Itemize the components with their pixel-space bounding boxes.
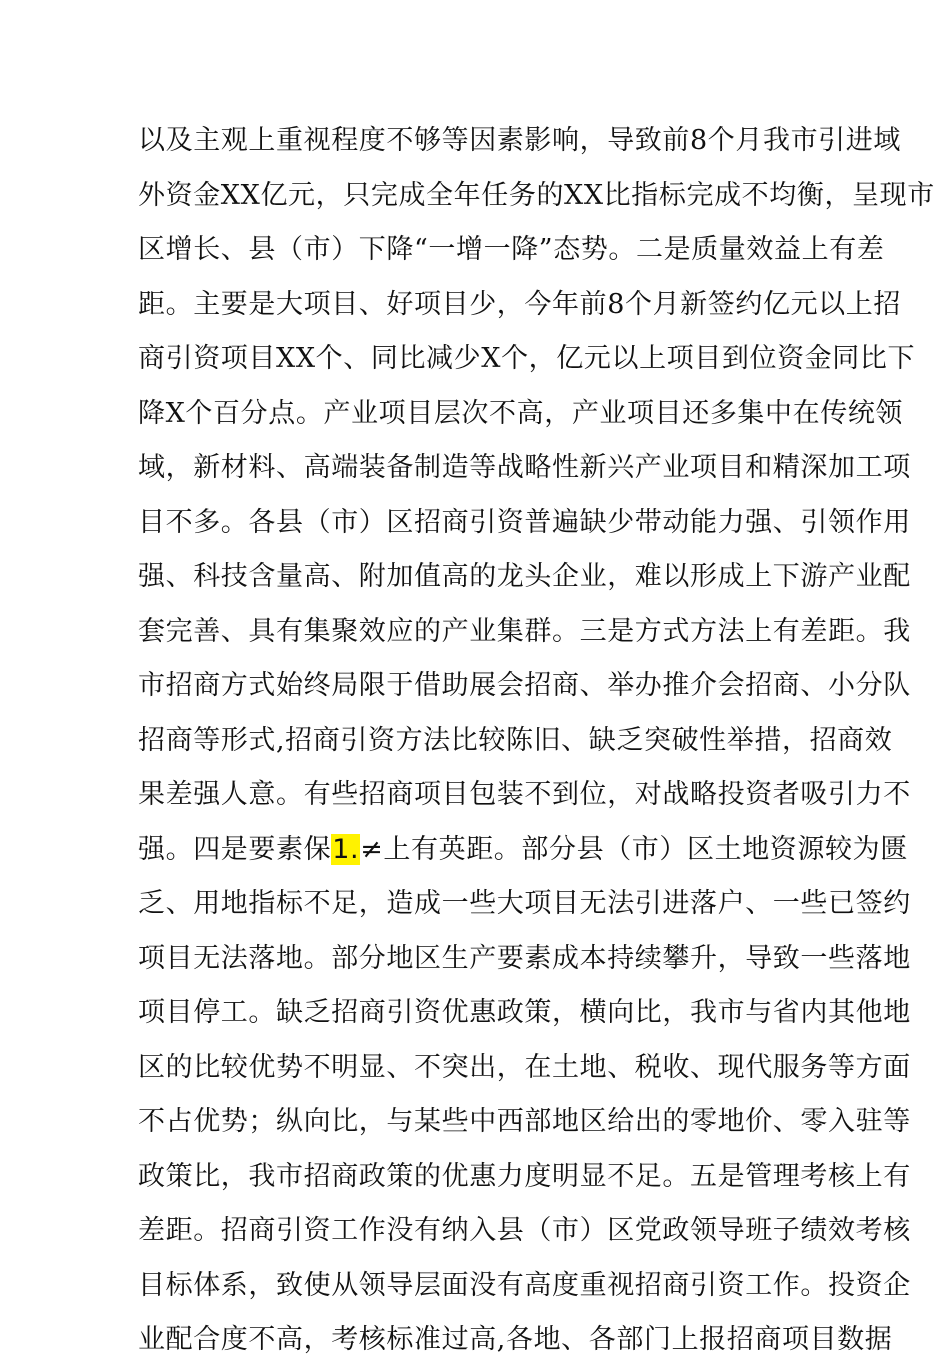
text-line-1: 以及主观上重视程度不够等因素影响，导致前8个月我市引进域 [138,125,901,156]
text-line-21: 差距。招商引资工作没有纳入县（市）区党政领导班子绩效考核 [138,1215,911,1246]
text-line-2: 外资金XX亿元，只完成全年任务的XX比指标完成不均衡，呈现市 [138,179,935,211]
text-line-19: 不占优势；纵向比，与某些中西部地区给出的零地价、零入驻等 [138,1106,911,1137]
text-line-23: 业配合度不高，考核标准过高,各地、各部门上报招商项目数据 [138,1324,893,1355]
text-line-11: 市招商方式始终局限于借助展会招商、举办推介会招商、小分队 [138,670,911,701]
line14-before-text: 强。四是要素保 [138,833,332,865]
body-text [138,114,935,1368]
text-line-5: 商引资项目XX个、同比减少X个，亿元以上项目到位资金同比下 [138,343,916,374]
text-line-10: 套完善、具有集聚效应的产业集群。三是方式方法上有差距。我 [138,615,911,647]
text-line-12: 招商等形式,招商引资方法比较陈旧、缺乏突破性举措，招商效 [138,724,893,756]
text-line-4: 距。主要是大项目、好项目少，今年前8个月新签约亿元以上招 [138,288,901,320]
highlighted-marker: 1. [332,833,360,865]
text-line-9: 强、科技含量高、附加值高的龙头企业，难以形成上下游产业配 [138,561,911,592]
text-line-16: 项目无法落地。部分地区生产要素成本持续攀升，导致一些落地 [138,942,911,974]
text-line-14 [138,823,908,878]
line14-after-text: ≠上有英距。部分县（市）区土地资源较为匮 [360,833,908,865]
text-line-7: 域，新材料、高端装备制造等战略性新兴产业项目和精深加工项 [138,452,911,483]
text-line-20: 政策比，我市招商政策的优惠力度明显不足。五是管理考核上有 [138,1160,911,1192]
text-line-22: 目标体系，致使从领导层面没有高度重视招商引资工作。投资企 [138,1269,911,1301]
text-line-13: 果差强人意。有些招商项目包装不到位，对战略投资者吸引力不 [138,779,911,810]
text-line-18: 区的比较优势不明显、不突出，在土地、税收、现代服务等方面 [138,1051,911,1083]
text-line-6: 降X个百分点。产业项目层次不高，产业项目还多集中在传统领 [138,397,904,429]
text-line-15: 乏、用地指标不足，造成一些大项目无法引进落户、一些已签约 [138,888,911,919]
text-line-3: 区增长、县（市）下降“一增一降”态势。二是质量效益上有差 [138,234,885,265]
text-line-17: 项目停工。缺乏招商引资优惠政策，横向比，我市与省内其他地 [138,997,911,1028]
text-line-8: 目不多。各县（市）区招商引资普遍缺少带动能力强、引领作用 [138,506,911,538]
